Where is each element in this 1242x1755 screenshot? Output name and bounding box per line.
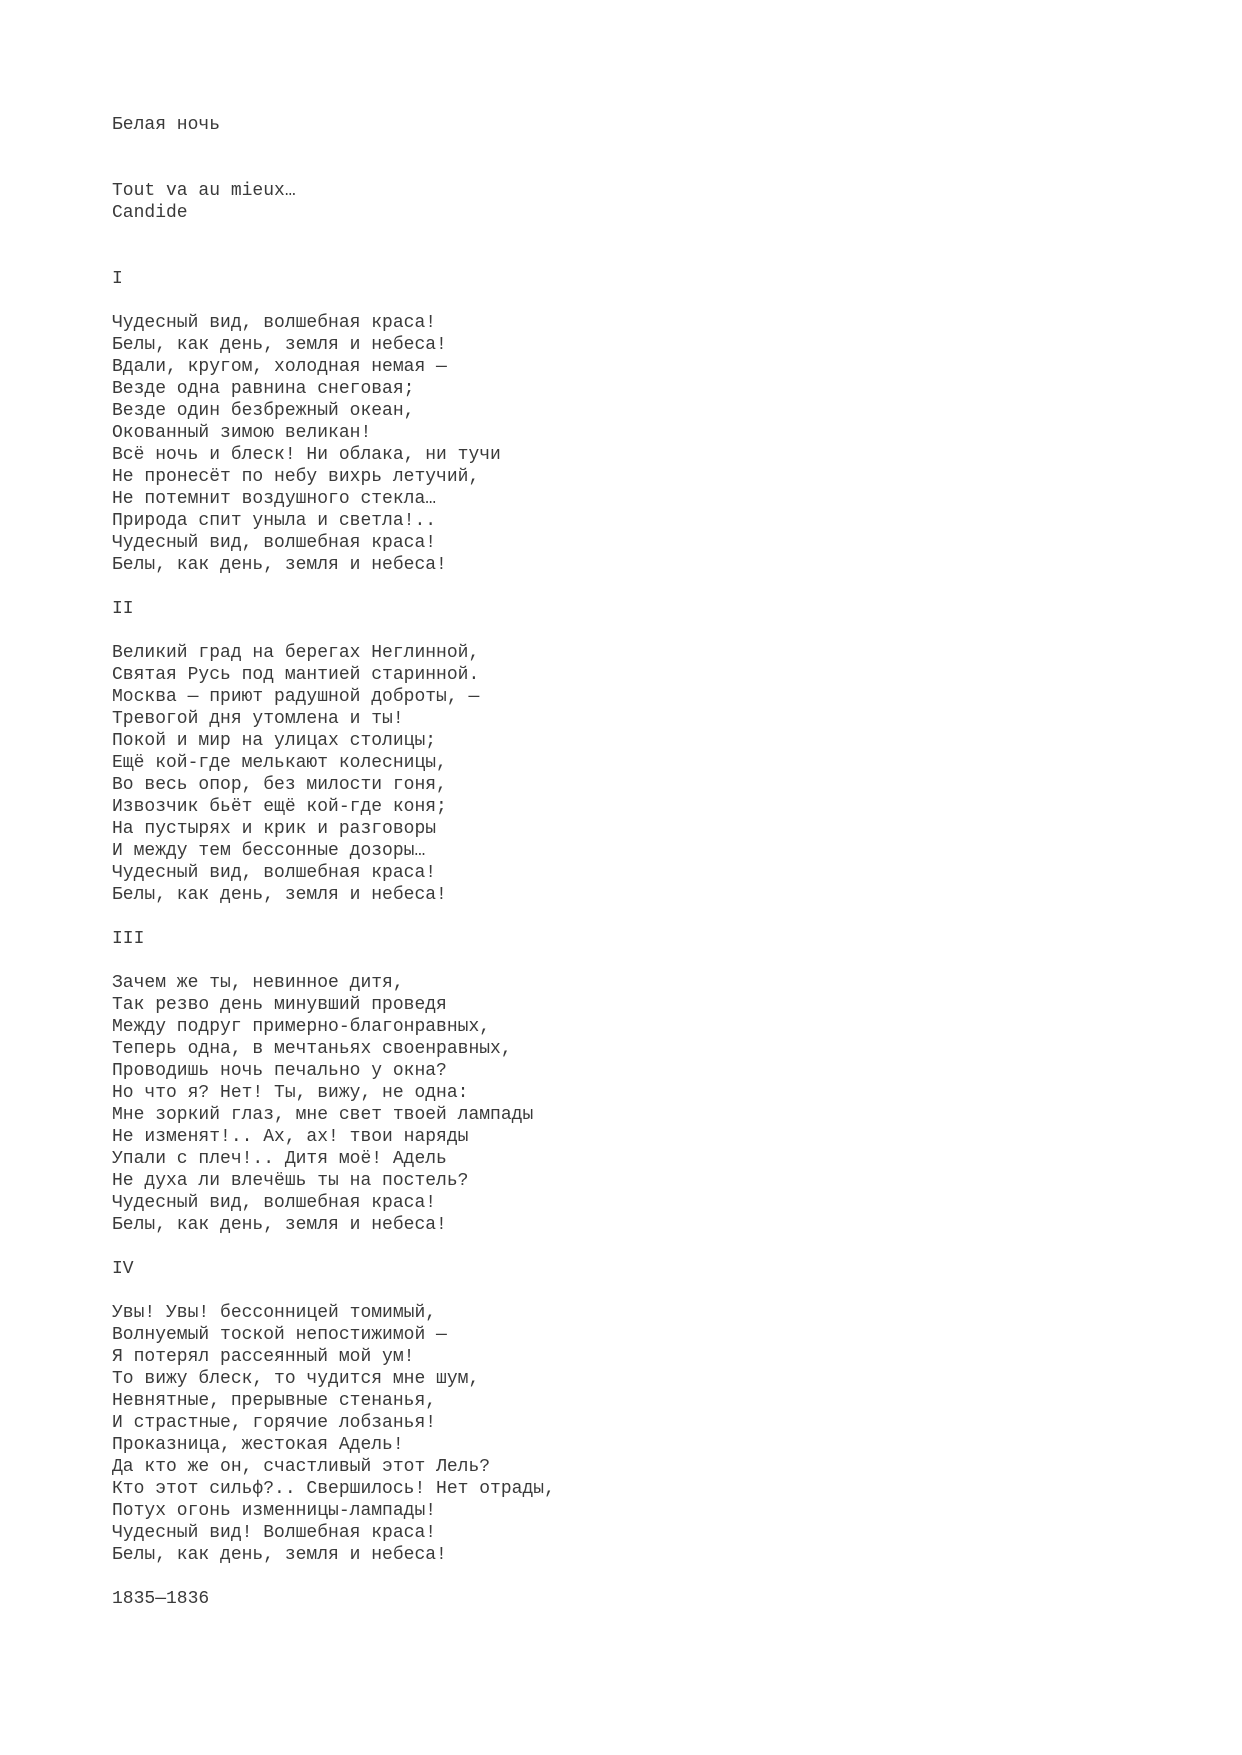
verse-line: Извозчик бьёт ещё кой-где коня; xyxy=(112,797,447,817)
verse-line: Покой и мир на улицах столицы; xyxy=(112,731,437,751)
verse-line: Везде один безбрежный океан, xyxy=(112,401,415,421)
verse-line: Природа спит уныла и светла!.. xyxy=(112,511,437,531)
verse-line: Белы, как день, земля и небеса! xyxy=(112,555,447,575)
verse-line: Великий град на берегах Неглинной, xyxy=(112,643,480,663)
stanzas xyxy=(112,268,1142,1566)
verse-line: Зачем же ты, невинное дитя, xyxy=(112,973,404,993)
verse-line: Окованный зимою великан! xyxy=(112,423,372,443)
verse-line: Да кто же он, счастливый этот Лель? xyxy=(112,1457,491,1477)
verse-line: И страстные, горячие лобзанья! xyxy=(112,1413,437,1433)
verse-line: Не потемнит воздушного стекла… xyxy=(112,489,437,509)
verse-line: Тревогой дня утомлена и ты! xyxy=(112,709,404,729)
poem-page xyxy=(112,114,1142,1610)
verse-line: Невнятные, прерывные стенанья, xyxy=(112,1391,437,1411)
stanza xyxy=(112,1302,1142,1566)
poem-title: Белая ночь xyxy=(112,115,221,135)
verse-line: Ещё кой-где мелькают колесницы, xyxy=(112,753,447,773)
verse-line: Я потерял рассеянный мой ум! xyxy=(112,1347,415,1367)
stanza-number: III xyxy=(112,929,145,949)
verse-line: Проводишь ночь печально у окна? xyxy=(112,1061,447,1081)
verse-line: Белы, как день, земля и небеса! xyxy=(112,1545,447,1565)
verse-line: Чудесный вид, волшебная краса! xyxy=(112,863,437,883)
verse-line: Так резво день минувший проведя xyxy=(112,995,447,1015)
stanza-number: IV xyxy=(112,1259,134,1279)
verse-line: Волнуемый тоской непостижимой — xyxy=(112,1325,447,1345)
verse-line: Чудесный вид! Волшебная краса! xyxy=(112,1523,437,1543)
verse-line: Чудесный вид, волшебная краса! xyxy=(112,533,437,553)
epigraph xyxy=(112,180,1142,224)
verse-line: Но что я? Нет! Ты, вижу, не одна: xyxy=(112,1083,469,1103)
verse-line: Белы, как день, земля и небеса! xyxy=(112,885,447,905)
verse-line: Вдали, кругом, холодная немая — xyxy=(112,357,447,377)
verse-line: То вижу блеск, то чудится мне шум, xyxy=(112,1369,480,1389)
verse-line: Не пронесёт по небу вихрь летучий, xyxy=(112,467,480,487)
verse-line: И между тем бессонные дозоры… xyxy=(112,841,426,861)
verse-line: Кто этот сильф?.. Свершилось! Нет отрады, xyxy=(112,1479,555,1499)
verse-line: Москва — приют радушной доброты, — xyxy=(112,687,480,707)
verse-line: Увы! Увы! бессонницей томимый, xyxy=(112,1303,437,1323)
verse-line: Всё ночь и блеск! Ни облака, ни тучи xyxy=(112,445,501,465)
stanza xyxy=(112,642,1142,906)
verse-line: Не изменят!.. Ах, ах! твои наряды xyxy=(112,1127,469,1147)
stanza-number: I xyxy=(112,269,123,289)
poem-date: 1835—1836 xyxy=(112,1589,210,1609)
verse-line: Упали с плеч!.. Дитя моё! Адель xyxy=(112,1149,447,1169)
verse-line: Не духа ли влечёшь ты на постель? xyxy=(112,1171,469,1191)
verse-line: Белы, как день, земля и небеса! xyxy=(112,1215,447,1235)
stanza-number: II xyxy=(112,599,134,619)
verse-line: Везде одна равнина снеговая; xyxy=(112,379,415,399)
verse-line: Белы, как день, земля и небеса! xyxy=(112,335,447,355)
verse-line: Теперь одна, в мечтаньях своенравных, xyxy=(112,1039,512,1059)
verse-line: Между подруг примерно-благонравных, xyxy=(112,1017,491,1037)
stanza xyxy=(112,972,1142,1236)
verse-line: Чудесный вид, волшебная краса! xyxy=(112,313,437,333)
verse-line: Святая Русь под мантией старинной. xyxy=(112,665,480,685)
epigraph-text: Tout va au mieux… xyxy=(112,181,296,201)
epigraph-source: Candide xyxy=(112,203,188,223)
verse-line: На пустырях и крик и разговоры xyxy=(112,819,437,839)
verse-line: Во весь опор, без милости гоня, xyxy=(112,775,447,795)
verse-line: Чудесный вид, волшебная краса! xyxy=(112,1193,437,1213)
verse-line: Потух огонь изменницы-лампады! xyxy=(112,1501,437,1521)
verse-line: Мне зоркий глаз, мне свет твоей лампады xyxy=(112,1105,534,1125)
verse-line: Проказница, жестокая Адель! xyxy=(112,1435,404,1455)
stanza xyxy=(112,312,1142,576)
